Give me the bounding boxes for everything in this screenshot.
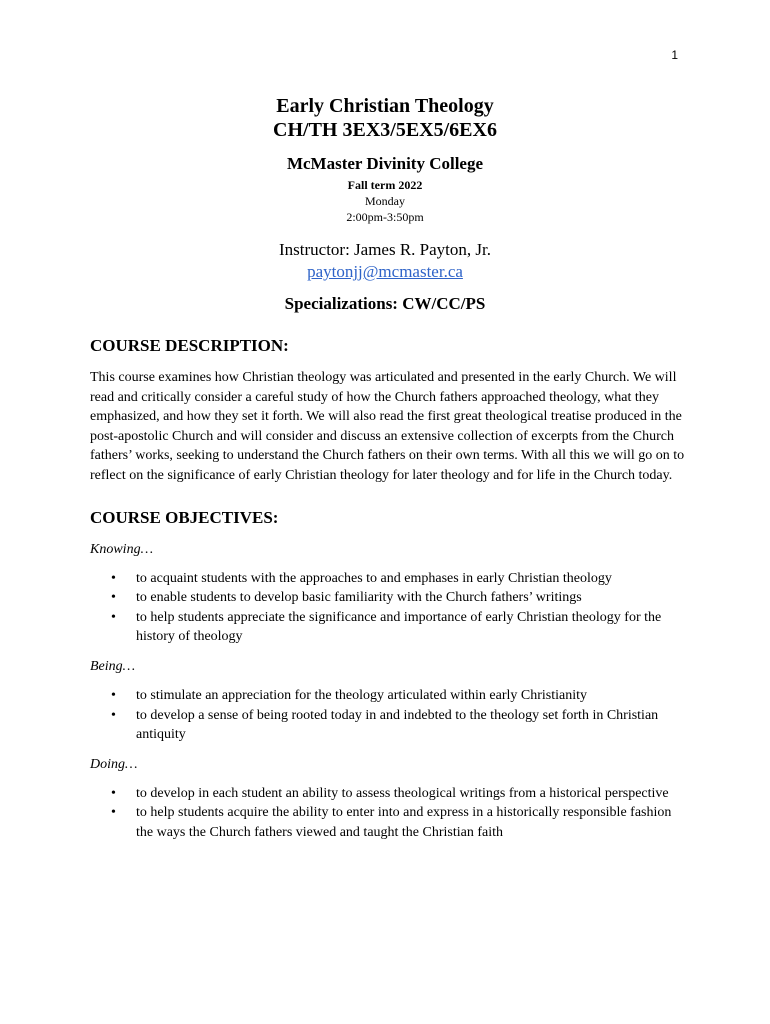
course-title: Early Christian Theology <box>276 95 494 117</box>
being-list <box>90 686 690 745</box>
college-name: McMaster Divinity College <box>286 154 484 173</box>
list-item: • to develop in each student an ability to assess theological writings from a historical perspective <box>136 784 690 804</box>
term: Fall term 2022 <box>347 178 423 192</box>
objective-category-knowing: Knowing… <box>90 541 154 557</box>
list-item: • to help students appreciate the significance and importance of early Christian theology for the history of theology <box>136 608 690 647</box>
class-time: 2:00pm-3:50pm <box>346 210 424 224</box>
document-body <box>90 334 690 853</box>
page-number: 1 <box>671 48 678 62</box>
knowing-list <box>90 569 690 647</box>
list-item: • to enable students to develop basic familiarity with the Church fathers’ writings <box>136 588 690 608</box>
course-objectives-heading: COURSE OBJECTIVES: <box>90 507 279 527</box>
objective-category-being: Being… <box>90 658 136 674</box>
doing-list <box>90 784 690 843</box>
instructor-email-link[interactable]: paytonjj@mcmaster.ca <box>307 262 463 281</box>
list-item: • to help students acquire the ability to enter into and express in a historically responsible fashion the ways the Church fathers viewed and taught the Christian faith <box>136 803 690 842</box>
list-item: • to acquaint students with the approaches to and emphases in early Christian theology <box>136 569 690 589</box>
course-code: CH/TH 3EX3/5EX5/6EX6 <box>273 119 497 141</box>
specializations: Specializations: CW/CC/PS <box>284 294 486 313</box>
course-description-text: This course examines how Christian theology was articulated and presented in the early Church. We will read and critically consider a careful study of how the Church fathers approached theology, what they emphasized, and how they set it forth. We will also read the first great theological treatise produced in the post-apostolic Church and will consider and discuss an extensive collection of excerpts from the Church fathers’ works, seeking to understand the Church fathers on their own terms. With all this we will go on to reflect on the significance of early Christian theology for later theology and for life in the Church today. <box>90 370 685 483</box>
class-day: Monday <box>365 194 405 208</box>
course-description-heading: COURSE DESCRIPTION: <box>90 336 289 355</box>
instructor: Instructor: James R. Payton, Jr. <box>278 240 491 259</box>
list-item: • to develop a sense of being rooted today in and indebted to the theology set forth in Christian antiquity <box>136 706 690 745</box>
objective-category-doing: Doing… <box>90 756 138 772</box>
course-header <box>0 94 770 315</box>
course-objectives <box>90 506 690 843</box>
list-item: • to stimulate an appreciation for the theology articulated within early Christianity <box>136 686 690 706</box>
